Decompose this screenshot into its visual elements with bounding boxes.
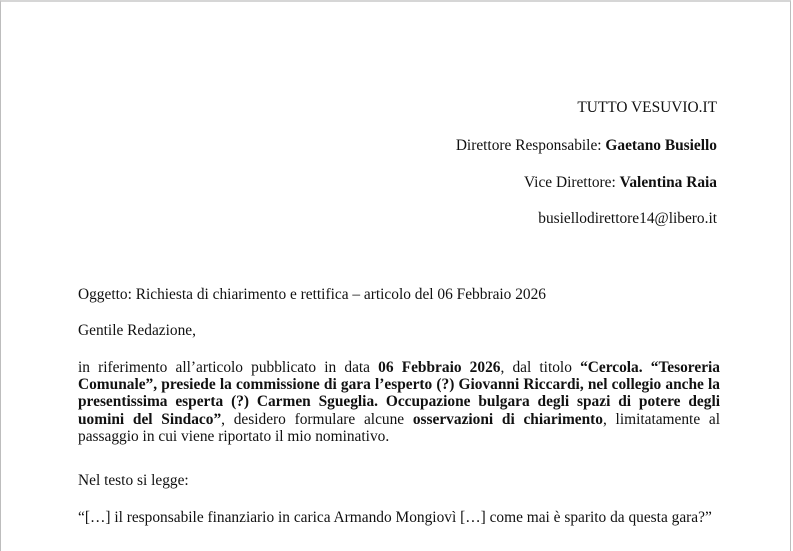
p1-text-d: , limitatamente al passaggio in cui viene riportato il mio nominativo.: [78, 410, 720, 445]
subject-line: [78, 286, 546, 303]
publication-text: TUTTO VESUVIO.IT: [577, 99, 717, 116]
vice-director-name: Valentina Raia: [619, 174, 717, 191]
p1-observations: osservazioni di chiarimento: [412, 410, 603, 428]
quote-paragraph: [78, 509, 720, 526]
subject-text: Oggetto: Richiesta di chiarimento e rettifica – articolo del 06 Febbraio 2026: [78, 286, 546, 303]
director-line: [456, 137, 717, 154]
p1-article-title: “Cercola. “Tesoreria Comunale”, presiede la commissione di gara l’esperto (?) Giovanni Riccardi, nel collegio anche la presentissima esperta (?) Carmen Sgueglia. Occupazione bulgara degli spazi di potere degli uomini del Sindaco”: [78, 359, 720, 428]
email-address: busiellodirettore14@libero.it: [538, 210, 717, 227]
body-paragraph-2: [78, 472, 189, 489]
p1-text-a: in riferimento all’articolo pubblicato in data: [78, 359, 379, 376]
body-paragraph-1: [78, 359, 720, 445]
vice-director-label: Vice Direttore:: [523, 174, 620, 191]
p1-text-b: , dal titolo: [500, 359, 581, 376]
director-label: Direttore Responsabile:: [455, 137, 606, 154]
p1-article-date: 06 Febbraio 2026: [378, 359, 501, 376]
p2-text: Nel testo si legge:: [78, 472, 189, 489]
quote-text: “[…] il responsabile finanziario in carica Armando Mongiovì […] come mai è sparito da questa gara?”: [78, 509, 712, 526]
email-line: [538, 210, 717, 227]
publication-name: [577, 99, 717, 116]
greeting-text: Gentile Redazione,: [78, 322, 196, 339]
vice-director-line: [524, 174, 717, 191]
director-name: Gaetano Busiello: [605, 137, 717, 154]
greeting-line: [78, 322, 196, 339]
p1-text-c: , desidero formulare alcune: [221, 410, 413, 428]
